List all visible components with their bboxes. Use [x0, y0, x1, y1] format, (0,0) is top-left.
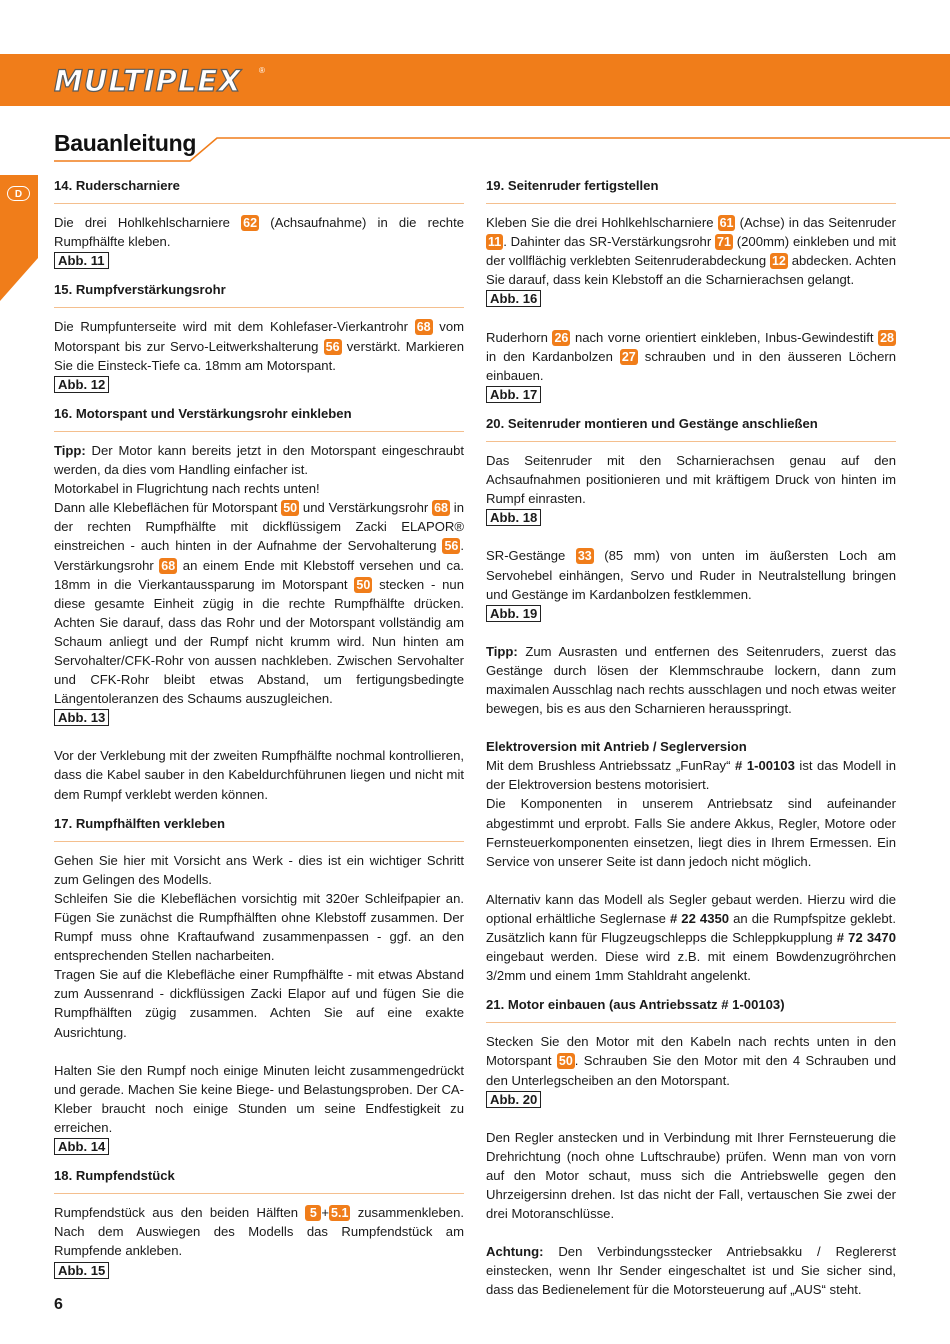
- paragraph: Motorkabel in Flugrichtung nach rechts unten!: [54, 481, 320, 497]
- part-number-badge: 28: [880, 330, 894, 345]
- paragraph: Tragen Sie auf die Klebefläche einer Rumpfhälfte - mit etwas Abstand zum Aussenrand - dickflüssigen Zacki Elapor auf und fügen Sie die Rumpfhälften zügig zusammen. Achten Sie auf eine exakte Ausrichtung.: [54, 967, 464, 1040]
- figure-reference: Abb. 11: [54, 252, 109, 269]
- paragraph: Die drei Hohlkehlscharniere 62 (Achsaufnahme) in die rechte Rumpfhälfte kleben.: [54, 215, 464, 250]
- part-number-badge: 26: [554, 330, 569, 345]
- part-number-badge: 61: [719, 216, 734, 231]
- paragraph: Kleben Sie die drei Hohlkehlscharniere 61 (Achse) in das Seitenruder 11 . Dahinter das SR-Verstärkungsrohr 71 (200mm) einkleben und mit der vollflächig verklebten Seitenruderabdeckung 12 abdecken. Achten Sie darauf, dass kein Klebstoff an die Scharnierachsen gelangt.: [486, 215, 896, 288]
- paragraph: SR-Gestänge 33 (85 mm) von unten im äußersten Loch am Servohebel einhängen, Servo und Ruder in Neutralstellung bringen und Gestänge im Kardanbolzen festklemmen.: [486, 548, 896, 602]
- figure-reference: Abb. 20: [486, 1091, 541, 1108]
- part-number-badge: 50: [283, 501, 298, 516]
- part-number-badge: 5: [305, 1205, 321, 1221]
- part-number-badge: 50: [356, 577, 371, 592]
- part-number-badge: 33: [577, 549, 592, 564]
- paragraph: Den Regler anstecken und in Verbindung mit Ihrer Fernsteuerung die Drehrichtung (noch ohne Luftschraube) prüfen. Wenn man von vorn auf den Motor schaut, muss sich die Antriebswelle gegen den Uhrzeigersinn drehen. Ist das nicht der Fall, vertauschen Sie zwei der drei Motoranschlüsse.: [486, 1129, 896, 1222]
- paragraph: Die Komponenten in unserem Antriebsatz sind aufeinander abgestimmt und erprobt. Falls Sie andere Akkus, Regler, Motore oder Fernsteuerkomponenten einsetzen, liegt dies in Ihrem Ermessen. Ein Service von unserer Seite ist dann jedoch nicht möglich.: [486, 796, 896, 869]
- figure-reference: Abb. 17: [486, 386, 541, 403]
- paragraph: Gehen Sie hier mit Vorsicht ans Werk - dies ist ein wichtiger Schritt zum Gelingen des Modells.: [54, 852, 464, 887]
- paragraph: Das Seitenruder mit den Scharnierachsen genau auf den Achsaufnahmen positionieren und mit kräftigem Druck von hinten im Rumpf einrasten.: [486, 453, 896, 507]
- left-column: [54, 176, 464, 1280]
- part-number-badge: 56: [444, 539, 459, 554]
- section-heading: 16. Motorspant und Verstärkungsrohr einkleben: [54, 404, 464, 432]
- part-number-badge: 50: [558, 1054, 573, 1069]
- part-number-badge: 27: [621, 349, 636, 364]
- part-number-badge: 62: [243, 216, 258, 231]
- section-heading: 15. Rumpfverstärkungsrohr: [54, 280, 464, 308]
- section-heading: Elektroversion mit Antrieb / Seglerversion: [486, 739, 747, 755]
- paragraph: Mit dem Brushless Antriebssatz „FunRay“ # 1-00103 ist das Modell in der Elektroversion bestens motorisiert.: [486, 758, 896, 793]
- part-number-badge: 68: [161, 558, 176, 573]
- right-column: [486, 176, 896, 1300]
- figure-reference: Abb. 13: [54, 709, 109, 726]
- warning-paragraph: Achtung: Den Verbindungsstecker Antriebsakku / Reglererst einstecken, wenn Ihr Sender eingeschaltet ist und Sie sicher sind, dass das Bedienelement für die Motorsteuerung auf „AUS“ steht.: [486, 1244, 896, 1298]
- language-badge: D: [7, 186, 30, 201]
- tip-paragraph: Tipp: Zum Ausrasten und entfernen des Seitenruders, zuerst das Gestänge durch lösen der Klemmschraube lockern, dann zum maximalen Ausschlag nach rechts ausschlagen und noch etwas weiter bewegen, bis es aus den Scharnieren herausspringt.: [486, 643, 896, 717]
- paragraph: Ruderhorn 26 nach vorne orientiert einkleben, Inbus-Gewindestift 28 in den Kardanbolzen 27 schrauben und in den äusseren Löchern einbauen.: [486, 329, 896, 383]
- part-number-badge: 5.1: [331, 1206, 349, 1221]
- section-heading: 21. Motor einbauen (aus Antriebssatz # 1-00103): [486, 995, 896, 1023]
- paragraph: Dann alle Klebeflächen für Motorspant 50 und Verstärkungsrohr 68 in der rechten Rumpfhälfte mit dickflüssigem Zacki ELAPOR® einstreichen - auch hinten in der Aufnahme der Servohalterung 56 . Verstärkungsrohr 68 an einem Ende mit Klebstoff versehen und ca. 18mm in die Vierkantaussparung im Motorspant 50 stecken - nun diese gesamte Einheit zügig in die rechte Rumpfhälfte drücken. Achten Sie darauf, dass das Rohr und der Motorspant vollständig am Schaum anliegt und der Rumpf nicht krumm wird. Nun hinten am Servohalter/CFK-Rohr von aussen nachkleben. Zwischen Servohalter und CFK-Rohr bleibt etwas Abstand, um fertigungsbedingte Längentoleranzen des Schaums auszugleichen.: [54, 500, 465, 707]
- multiplex-logo: MULTIPLEX: [54, 64, 242, 98]
- paragraph: Die Rumpfunterseite wird mit dem Kohlefaser-Vierkantrohr 68 vom Motorspant bis zur Servo-Leitwerkshalterung 56 verstärkt. Markieren Sie die Einsteck-Tiefe ca. 18mm am Motorspant.: [54, 319, 465, 373]
- section-heading: 14. Ruderscharniere: [54, 176, 464, 204]
- figure-reference: Abb. 19: [486, 605, 541, 622]
- page-title: Bauanleitung: [54, 130, 197, 156]
- tip-paragraph: Tipp: Der Motor kann bereits jetzt in den Motorspant eingeschraubt werden, da dies vom Handling einfacher ist.: [54, 442, 464, 478]
- paragraph: Stecken Sie den Motor mit den Kabeln nach rechts unten in den Motorspant 50 . Schrauben Sie den Motor mit den 4 Schrauben und den Unterlegscheiben an den Motorspant.: [486, 1034, 897, 1088]
- part-number-badge: 56: [325, 339, 340, 354]
- page-number: 6: [54, 1296, 63, 1313]
- part-number-badge: 68: [416, 320, 431, 335]
- section-heading: 17. Rumpfhälften verkleben: [54, 814, 464, 842]
- section-heading: 18. Rumpfendstück: [54, 1166, 464, 1194]
- part-number-badge: 68: [434, 501, 448, 516]
- paragraph: Alternativ kann das Modell als Segler gebaut werden. Hierzu wird die optional erhältliche Seglernase # 22 4350 an die Rumpfspitze geklebt. Zusätzlich kann für Flugzeugschlepps die Schleppkupplung # 72 3470 eingebaut werden. Diese wird z.B. mit einem Bowdenzugröhrchen 3/2mm und einem 1mm Stahldraht angelenkt.: [486, 891, 896, 984]
- paragraph: Vor der Verklebung mit der zweiten Rumpfhälfte nochmal kontrollieren, dass die Kabel sauber in den Kabeldurchführunen liegen und nicht mit dem Rumpf verklebt werden können.: [54, 748, 464, 802]
- section-heading: 19. Seitenruder fertigstellen: [486, 176, 896, 204]
- registered-mark: ®: [259, 66, 265, 75]
- part-number-badge: 11: [488, 235, 502, 250]
- figure-reference: Abb. 18: [486, 509, 541, 526]
- part-number-badge: 71: [717, 235, 731, 250]
- figure-reference: Abb. 15: [54, 1262, 109, 1279]
- section-heading: 20. Seitenruder montieren und Gestänge anschließen: [486, 414, 896, 442]
- part-number-badge: 12: [771, 254, 786, 269]
- figure-reference: Abb. 12: [54, 376, 109, 393]
- paragraph: Schleifen Sie die Klebeflächen vorsichtig mit 320er Schleifpapier an. Fügen Sie zunächst die Rumpfhälften ohne Klebstoff zusammen. Der Rumpf muss ohne Kraftaufwand zusammenpassen - ggf. an den entsprechenden Stellen nacharbeiten.: [54, 890, 464, 964]
- figure-reference: Abb. 16: [486, 290, 541, 307]
- figure-reference: Abb. 14: [54, 1138, 109, 1155]
- paragraph: Rumpfendstück aus den beiden Hälften 5 + 5.1 zusammenkleben. Nach dem Auswiegen des Modells das Rumpfendstück am Rumpfende ankleben.: [54, 1205, 464, 1259]
- paragraph: Halten Sie den Rumpf noch einige Minuten leicht zusammengedrückt und gerade. Machen Sie keine Biege- und Belastungsproben. Der CA-Kleber braucht noch einige Stunden um seine Endfestigkeit zu erreichen.: [54, 1062, 464, 1135]
